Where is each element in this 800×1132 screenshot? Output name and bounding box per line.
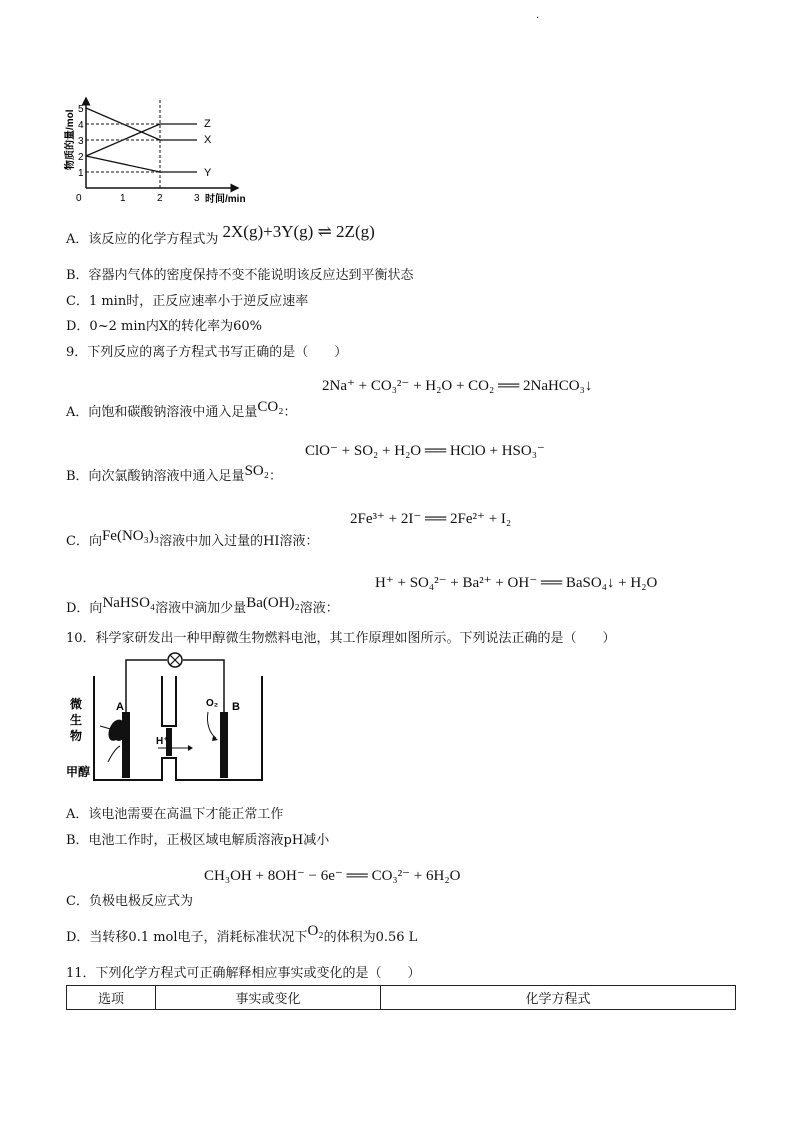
- top-mark: .: [536, 10, 540, 21]
- x-tick-label: 1: [120, 193, 126, 204]
- microbe-blob: [109, 720, 126, 741]
- q9-option-b: B．向次氯酸钠溶液中通入足量SO₂：: [66, 463, 282, 484]
- q8-a-equation: 2X(g)+3Y(g) ⇌ 2Z(g): [222, 222, 375, 241]
- q10-option-b: B．电池工作时，正极区域电解质溶液pH减小: [66, 833, 330, 848]
- series-label-z: Z: [204, 118, 211, 130]
- label-electrode-a: A: [116, 701, 124, 713]
- q8-option-c: C．1 min时，正反应速率小于逆反应速率: [66, 294, 309, 309]
- y-tick-label: 2: [78, 152, 84, 163]
- header-fact: 事实或变化: [156, 986, 381, 1010]
- x-tick-label: 2: [157, 193, 163, 204]
- oxygen-arrow: [207, 712, 216, 738]
- q9-b-equation: ClO⁻ + SO₂ + H₂O ══ HClO + HSO₃⁻: [305, 443, 545, 459]
- q9-option-d: D．向NaHSO₄溶液中滴加少量Ba(OH)₂溶液：: [66, 595, 339, 616]
- q9-a-formula: CO₂: [257, 399, 284, 415]
- q8-option-d: D．0~2 min内X的转化率为60%: [66, 319, 262, 334]
- label-methanol: 甲醇: [66, 765, 91, 779]
- label-microbe-2: 生: [70, 713, 83, 727]
- y-tick-label: 5: [78, 104, 84, 115]
- label-electrode-b: B: [232, 701, 240, 713]
- header-equation: 化学方程式: [381, 986, 736, 1010]
- y-tick-label: 4: [78, 120, 84, 131]
- q9-option-a: A．向饱和碳酸钠溶液中通入足量CO₂：: [66, 399, 297, 420]
- q9-stem: 9．下列反应的离子方程式书写正确的是（ ）: [66, 345, 348, 360]
- q10-stem: 10．科学家研发出一种甲醇微生物燃料电池，其工作原理如图所示。下列说法正确的是（ ）: [66, 631, 616, 646]
- q8-option-b: B．容器内气体的密度保持不变不能说明该反应达到平衡状态: [66, 268, 414, 283]
- series-label-x: X: [204, 134, 212, 146]
- q9-option-c: C．向Fe(NO₃)₃溶液中加入过量的HI溶液：: [66, 528, 319, 549]
- amount-time-graph: [62, 92, 262, 212]
- y-axis-label: 物质的量/mol: [65, 109, 76, 170]
- electrode-b: [220, 712, 228, 778]
- label-o2: O₂: [206, 698, 219, 709]
- label-proton: H⁺: [156, 736, 169, 747]
- q8-option-a: A．该反应的化学方程式为 2X(g)+3Y(g) ⇌ 2Z(g): [66, 222, 375, 247]
- x-tick-label: 3: [194, 193, 200, 204]
- q9-d-formula1: NaHSO₄: [102, 595, 156, 611]
- q11-stem: 11．下列化学方程式可正确解释相应事实或变化的是（ ）: [66, 966, 421, 981]
- connector-top: [162, 676, 176, 726]
- series-line-y: [86, 156, 197, 172]
- table-header-row: [67, 986, 736, 1010]
- q9-d-equation: H⁺ + SO₄²⁻ + Ba²⁺ + OH⁻ ══ BaSO₄↓ + H₂O: [375, 575, 658, 591]
- q9-c-formula: Fe(NO₃)₃: [101, 528, 160, 544]
- y-tick-label: 1: [78, 168, 84, 179]
- q11-table: [66, 985, 736, 1010]
- q9-b-formula: SO₂: [244, 463, 269, 479]
- y-tick-label: 3: [78, 136, 84, 147]
- fuel-cell-diagram: [62, 650, 272, 785]
- x-axis-label: 时间/min: [205, 194, 246, 205]
- q10-c-equation: CH₃OH + 8OH⁻ − 6e⁻ ══ CO₃²⁻ + 6H₂O: [204, 868, 461, 884]
- q9-a-equation: 2Na⁺ + CO₃²⁻ + H₂O + CO₂ ══ 2NaHCO₃↓: [322, 378, 593, 394]
- methanol-arrow: [108, 746, 120, 762]
- q9-d-formula2: Ba(OH)₂: [246, 595, 300, 611]
- q10-option-a: A．该电池需要在高温下才能正常工作: [66, 807, 284, 822]
- q9-c-equation: 2Fe³⁺ + 2I⁻ ══ 2Fe²⁺ + I₂: [350, 511, 512, 527]
- q10-d-formula: O₂: [307, 923, 324, 939]
- label-microbe-3: 物: [70, 729, 83, 743]
- header-option: 选项: [67, 986, 156, 1010]
- q10-option-d: D．当转移0.1 mol电子，消耗标准状况下O₂的体积为0.56 L: [66, 923, 418, 945]
- series-label-y: Y: [204, 167, 212, 179]
- q10-option-c: C．负极电极反应式为: [66, 894, 193, 909]
- x-tick-label: 0: [76, 193, 82, 204]
- label-microbe-1: 微: [70, 697, 83, 711]
